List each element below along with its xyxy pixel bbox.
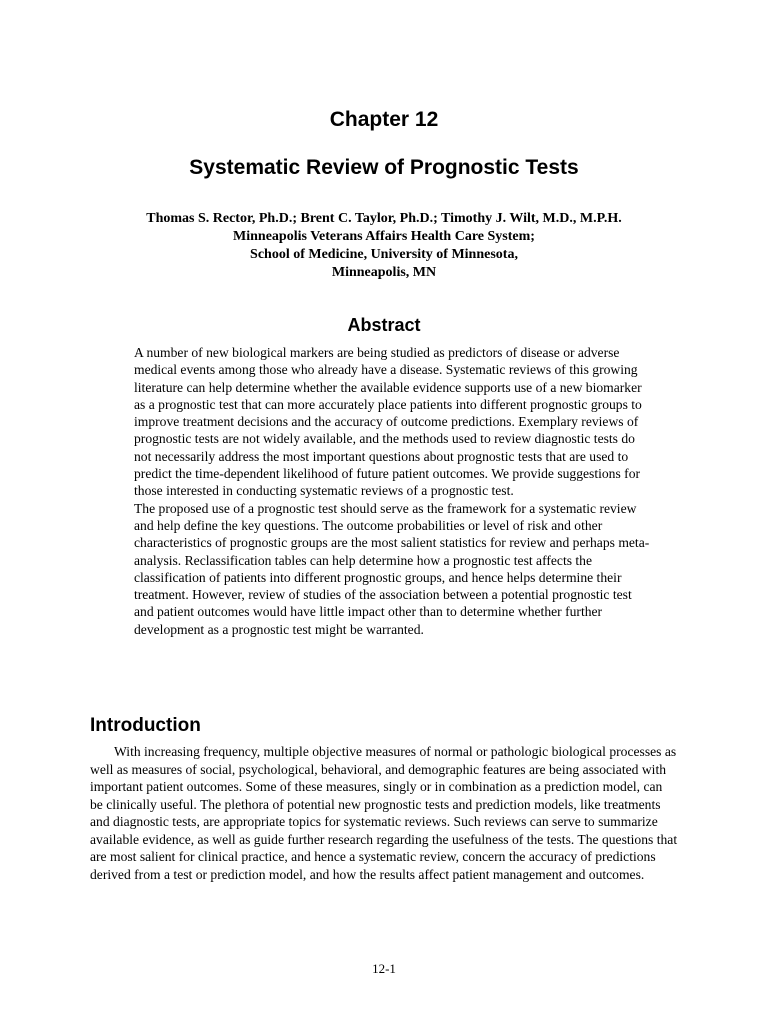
- abstract-paragraph: The proposed use of a prognostic test should serve as the framework for a systematic review and help define the key questions. The outcome probabilities or level of risk and other characteristics of prognostic groups are the most salient statistics for review and perhaps meta-analysis. Reclassification tables can help determine how a prognostic test affects the classification of patients into different prognostic groups, and hence helps determine their treatment. However, review of studies of the association between a potential prognostic test and patient outcomes would have little impact other than to determine whether further development as a prognostic test might be warranted.: [134, 500, 650, 637]
- abstract-heading: Abstract: [347, 315, 421, 335]
- author-names: Thomas S. Rector, Ph.D.; Brent C. Taylor, Ph.D.; Timothy J. Wilt, M.D., M.P.H.: [146, 211, 622, 226]
- affiliation-location: Minneapolis, MN: [331, 265, 437, 280]
- introduction-heading: Introduction: [90, 715, 201, 736]
- author-block: [0, 210, 768, 282]
- page-number: 12-1: [372, 961, 396, 976]
- abstract-body: [134, 344, 654, 638]
- introduction-body: [90, 743, 678, 883]
- affiliation-line: Minneapolis Veterans Affairs Health Care System;: [233, 229, 535, 244]
- introduction-paragraph: With increasing frequency, multiple objective measures of normal or pathologic biological processes as well as measures of social, psychological, behavioral, and demographic features are being associated with important patient outcomes. Some of these measures, singly or in combination as a prediction model, can be clinically useful. The plethora of potential new prognostic tests and prediction models, like treatments and diagnostic tests, are appropriate topics for systematic reviews. Such reviews can serve to summarize available evidence, as well as guide further research regarding the usefulness of the tests. The questions that are most salient for clinical practice, and hence a systematic review, concern the accuracy of predictions derived from a test or prediction model, and how the results affect patient management and outcomes.: [90, 744, 678, 882]
- abstract-paragraph: A number of new biological markers are being studied as predictors of disease or adverse medical events among those who already have a disease. Systematic reviews of this growing literature can help determine whether the available evidence supports use of a new biomarker as a prognostic test that can more accurately place patients into different prognostic groups to improve treatment decisions and the accuracy of outcome predictions. Exemplary reviews of prognostic tests are not widely available, and the methods used to review diagnostic tests do not necessarily address the most important questions about prognostic tests that are used to predict the time-dependent likelihood of future patient outcomes. We provide suggestions for those interested in conducting systematic reviews of a prognostic test.: [134, 345, 642, 499]
- chapter-label: Chapter 12: [329, 108, 439, 131]
- chapter-title: Systematic Review of Prognostic Tests: [189, 156, 579, 179]
- affiliation-line: School of Medicine, University of Minnesota,: [250, 247, 518, 262]
